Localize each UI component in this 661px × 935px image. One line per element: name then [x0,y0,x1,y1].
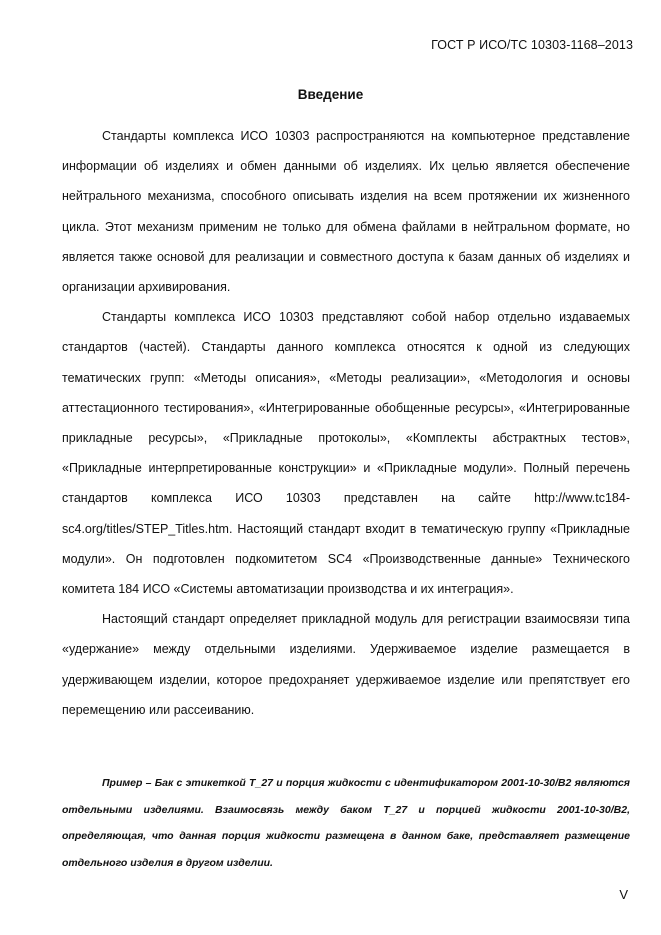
paragraph-1: Стандарты комплекса ИСО 10303 распространяются на компьютерное представление информации об изделиях и обмен данными об изделиях. Их целью является обеспечение нейтрального механизма, способного описывать изделия на всем протяжении их жизненного цикла. Этот механизм применим не только для обмена файлами в нейтральном формате, но является также основой для реализации и совместного доступа к базам данных об изделиях и организации архивирования. [62,129,630,295]
document-header: ГОСТ Р ИСО/ТС 10303-1168–2013 [431,38,633,52]
example-note: Пример – Бак с этикеткой T_27 и порция жидкости с идентификатором 2001-10-30/B2 являются отдельными изделиями. Взаимосвязь между баком T_27 и порцией жидкости 2001-10-30/B2, определяющая, что данная порция жидкости размещена в данном баке, представляет размещение отдельного изделия в другом изделии. [62,777,630,869]
paragraph-2: Стандарты комплекса ИСО 10303 представляют собой набор отдельно издаваемых стандартов (частей). Стандарты данного комплекса относятся к одной из следующих тематических групп: «Методы описания», «Методы реализации», «Методология и основы аттестационного тестирования», «Интегрированные обобщенные ресурсы», «Интегрированные прикладные ресурсы», «Прикладные протоколы», «Комплекты абстрактных тестов», «Прикладные интерпретированные конструкции» и «Прикладные модули». Полный перечень стандартов комплекса ИСО 10303 представлен на сайте http://www.tc184-sc4.org/titles/STEP_Titles.htm. Настоящий стандарт входит в тематическую группу «Прикладные модули». Он подготовлен подкомитетом SC4 «Производственные данные» Технического комитета 184 ИСО «Системы автоматизации производства и их интеграция». [62,310,630,597]
section-title: Введение [297,87,364,102]
document-body [62,121,630,725]
paragraph-3: Настоящий стандарт определяет прикладной модуль для регистрации взаимосвязи типа «удержание» между отдельными изделиями. Удерживаемое изделие размещается в удерживающем изделии, которое предохраняет удерживаемое изделие или препятствует его перемещению или рассеиванию. [62,612,630,717]
page-number: V [619,887,628,902]
